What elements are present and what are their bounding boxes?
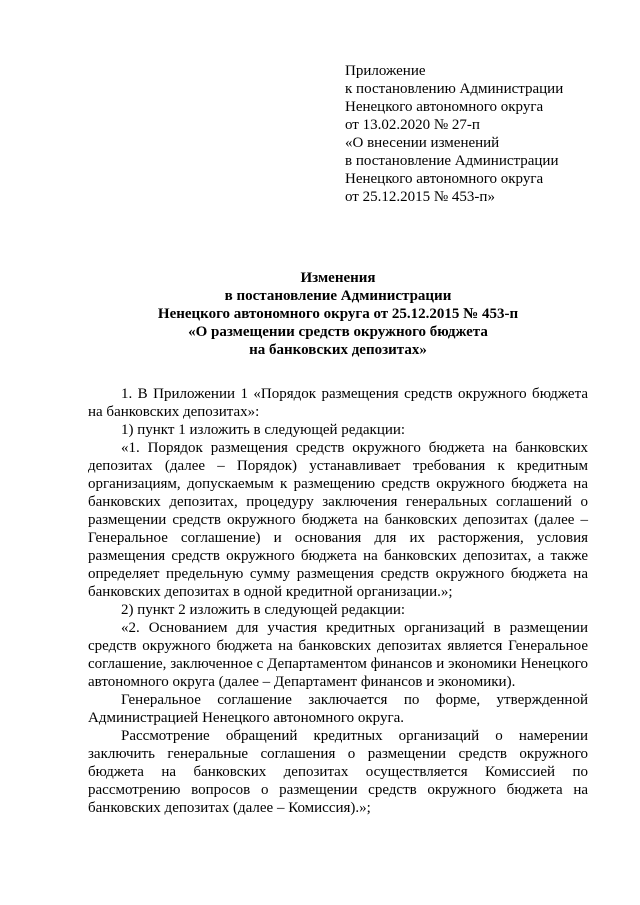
title-line: «О размещении средств окружного бюджета <box>188 324 488 340</box>
body-paragraph: Рассмотрение обращений кредитных организаций о намерении заключить генеральные соглашения о размещении средств окружного бюджета на банковских депозитах осуществляется Комиссией по рассмотрению вопросов о размещении средств окружного бюджета на банковских депозитах (далее – Комиссия).»; <box>88 728 588 816</box>
body-paragraph: 1. В Приложении 1 «Порядок размещения средств окружного бюджета на банковских депозитах»: <box>88 386 588 420</box>
appendix-line: от 25.12.2015 № 453-п» <box>345 189 495 205</box>
title-line: Изменения <box>300 270 376 286</box>
appendix-line: в постановление Администрации <box>345 153 559 169</box>
title-line: Ненецкого автономного округа от 25.12.2015 № 453-п <box>157 306 519 322</box>
appendix-line: Ненецкого автономного округа <box>345 171 544 187</box>
body-paragraph: Генеральное соглашение заключается по форме, утвержденной Администрацией Ненецкого автономного округа. <box>88 692 588 726</box>
appendix-header <box>345 62 625 206</box>
body-paragraph: «1. Порядок размещения средств окружного бюджета на банковских депозитах (далее – Порядок) устанавливает требования к кредитным организациям, допускаемым к размещению средств окружного бюджета на банковских депозитах, процедуру заключения генеральных соглашений о размещении средств окружного бюджета на банковских депозитах (далее – Генеральное соглашение) и основания для их расторжения, условия размещения средств окружного бюджета на банковских депозитах, а также определяет предельную сумму размещения средств окружного бюджета на банковских депозитах в одной кредитной организации.»; <box>88 440 588 600</box>
appendix-line: к постановлению Администрации <box>345 81 564 97</box>
appendix-line: Приложение <box>345 63 426 79</box>
document-body <box>88 385 588 817</box>
body-paragraph: «2. Основанием для участия кредитных организаций в размещении средств окружного бюджета на банковских депозитах является Генеральное соглашение, заключенное с Департаментом финансов и экономики Ненецкого автономного округа (далее – Департамент финансов и экономики). <box>88 620 588 690</box>
body-paragraph: 2) пункт 2 изложить в следующей редакции: <box>121 602 406 618</box>
title-line: в постановление Администрации <box>224 288 452 304</box>
body-paragraph: 1) пункт 1 изложить в следующей редакции: <box>121 422 406 438</box>
document-title <box>88 269 588 359</box>
appendix-line: Ненецкого автономного округа <box>345 99 544 115</box>
title-line: на банковских депозитах» <box>249 342 427 358</box>
appendix-line: «О внесении изменений <box>345 135 500 151</box>
appendix-line: от 13.02.2020 № 27-п <box>345 117 480 133</box>
